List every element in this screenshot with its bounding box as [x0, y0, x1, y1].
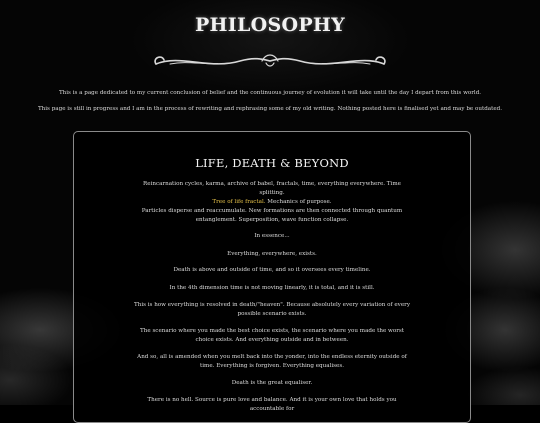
paragraph-text: Mechanics of purpose.	[265, 199, 332, 205]
paragraph: The scenario where you made the best choice exists, the scenario where you made the worst choice exists. And everything outside and in between.	[140, 328, 404, 343]
tree-of-life-link[interactable]: Tree of life fractal.	[212, 199, 266, 205]
paragraph	[132, 180, 412, 207]
paragraph: Particles disperse and reaccumulate. New formations are then connected through quantum entanglement. Superposition, wave function collapse.	[141, 208, 403, 223]
paragraph: In the 4th dimension time is not moving linearly, it is total, and it is still.	[169, 285, 375, 291]
page-title: PHILOSOPHY	[194, 14, 346, 36]
intro-paragraph: This is a page dedicated to my current conclusion of belief and the continuous journey of evolution it will take until the day I depart from this world.	[58, 90, 482, 96]
paragraph-text: Reincarnation cycles, karma, archive of babel, fractals, time, everything everywhere. Time splitting.	[143, 181, 401, 196]
content-card	[73, 131, 471, 423]
paragraph: Death is above and outside of time, and so it oversees every timeline.	[173, 267, 371, 273]
ornamental-divider-icon	[150, 50, 390, 72]
paragraph: In essence...	[254, 233, 290, 239]
paragraph: This is how everything is resolved in death/"heaven". Because absolutely every variation of every possible scenario exists.	[134, 302, 410, 317]
paragraph: Everything, everywhere, exists.	[227, 251, 317, 257]
paragraph: And so, all is amended when you melt back into the yonder, into the endless eternity outside of time. Everything is forgiven. Everything equalises.	[137, 354, 407, 369]
paragraph: There is no hell. Source is pure love and balance. And it is your own love that holds you accountable for	[147, 397, 397, 412]
section-heading: LIFE, DEATH & BEYOND	[195, 156, 349, 170]
intro-paragraph: This page is still in progress and I am in the process of rewriting and rephrasing some of my old writing. Nothing posted here is finalised yet and may be outdated.	[37, 106, 503, 112]
paragraph: Death is the great equaliser.	[231, 380, 313, 386]
